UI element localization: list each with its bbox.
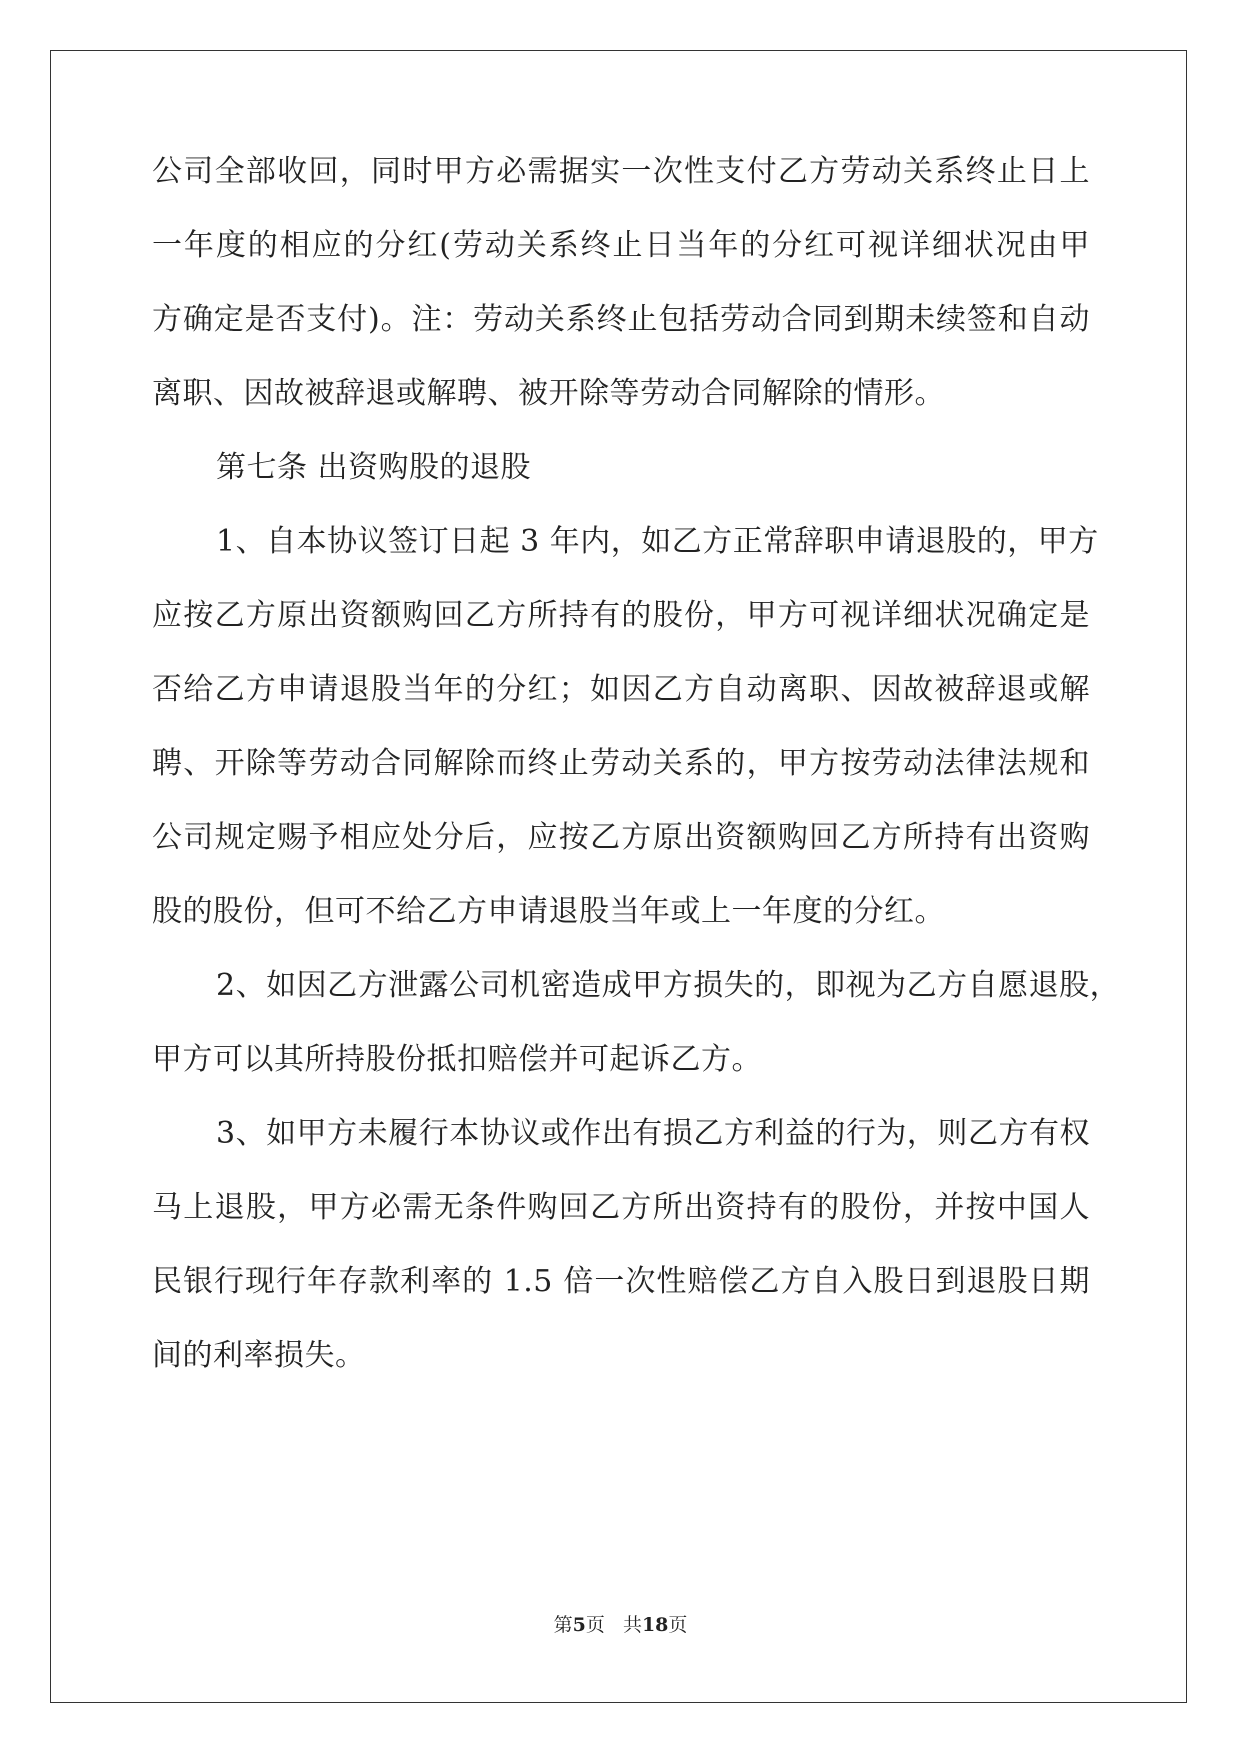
footer-middle: 页 共 <box>585 1614 642 1636</box>
page-footer <box>0 1614 1241 1636</box>
text-line-7: 应按乙方原出资额购回乙方所持有的股份，甲方可视详细状况确定是 <box>152 598 1090 633</box>
footer-page-number: 5 <box>572 1614 586 1636</box>
text-line-16: 民银行现行年存款利率的 1.5 倍一次性赔偿乙方自入股日到退股日期 <box>152 1264 1090 1299</box>
page-border <box>50 50 1187 1703</box>
text-line-17: 间的利率损失。 <box>152 1338 366 1373</box>
footer-prefix: 第 <box>553 1614 573 1636</box>
text-line-9: 聘、开除等劳动合同解除而终止劳动关系的，甲方按劳动法律法规和 <box>152 746 1090 781</box>
section-heading: 第七条 出资购股的退股 <box>216 450 532 485</box>
text-line-15: 马上退股，甲方必需无条件购回乙方所出资持有的股份，并按中国人 <box>152 1190 1090 1225</box>
text-line-10: 公司规定赐予相应处分后，应按乙方原出资额购回乙方所持有出资购 <box>152 820 1090 855</box>
text-line-4: 离职、因故被辞退或解聘、被开除等劳动合同解除的情形。 <box>152 376 945 411</box>
text-line-2: 一年度的相应的分红(劳动关系终止日当年的分红可视详细状况由甲 <box>152 228 1090 263</box>
text-line-11: 股的股份，但可不给乙方申请退股当年或上一年度的分红。 <box>152 894 945 929</box>
text-line-8: 否给乙方申请退股当年的分红；如因乙方自动离职、因故被辞退或解 <box>152 672 1090 707</box>
text-line-13: 甲方可以其所持股份抵扣赔偿并可起诉乙方。 <box>152 1042 762 1077</box>
text-line-14: 3、如甲方未履行本协议或作出有损乙方利益的行为，则乙方有权 <box>216 1116 1090 1151</box>
footer-suffix: 页 <box>668 1614 688 1636</box>
text-line-1: 公司全部收回，同时甲方必需据实一次性支付乙方劳动关系终止日上 <box>152 154 1090 189</box>
footer-total-pages: 18 <box>641 1614 669 1636</box>
text-line-6: 1、自本协议签订日起 3 年内，如乙方正常辞职申请退股的，甲方 <box>216 524 1099 559</box>
text-line-3: 方确定是否支付)。注：劳动关系终止包括劳动合同到期未续签和自动 <box>152 302 1091 337</box>
text-line-12: 2、如因乙方泄露公司机密造成甲方损失的，即视为乙方自愿退股， <box>216 968 1121 1003</box>
